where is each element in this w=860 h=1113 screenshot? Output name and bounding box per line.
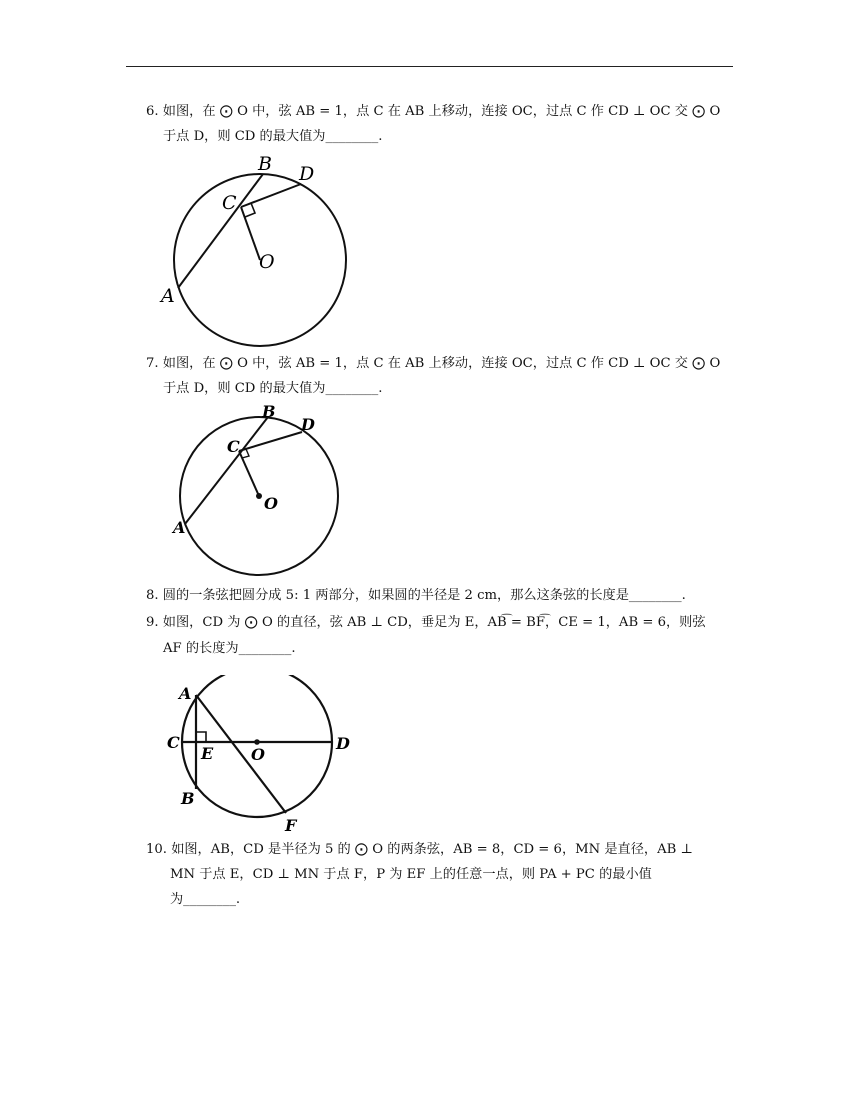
label-d: D (336, 734, 350, 753)
question-8-number: 8. (146, 588, 159, 603)
question-7-text-1: 如图，在 ⨀ O 中，弦 AB = 1，点 C 在 AB 上移动，连接 OC，过点 C 作 CD ⊥ OC 交 ⨀ O (162, 356, 721, 371)
label-c: C (222, 192, 237, 214)
question-10-line-1 (146, 841, 693, 859)
label-a: A (179, 684, 192, 703)
label-o: O (264, 494, 278, 513)
question-9-number: 9. (146, 615, 159, 630)
label-a: A (161, 285, 175, 307)
question-8-line-1 (146, 587, 686, 605)
question-7-number: 7. (146, 356, 159, 371)
header-rule (126, 66, 733, 67)
question-6-text-1: 如图，在 ⨀ O 中，弦 AB = 1，点 C 在 AB 上移动，连接 OC，过点 C 作 CD ⊥ OC 交 ⨀ O (162, 104, 721, 119)
question-6-number: 6. (146, 104, 159, 119)
label-o: O (259, 251, 275, 273)
center-dot (256, 493, 262, 499)
question-6-line-2: 于点 D，则 CD 的最大值为________. (163, 129, 383, 144)
question-7-figure (168, 402, 353, 580)
question-10-line-3: 为________. (170, 892, 241, 907)
label-c: C (227, 437, 240, 456)
question-10-line-2: MN 于点 E，CD ⊥ MN 于点 F，P 为 EF 上的任意一点，则 PA + PC 的最小值 (170, 867, 652, 882)
label-o: O (251, 745, 265, 764)
label-e: E (201, 744, 214, 763)
question-9-figure (163, 675, 363, 840)
label-b: B (258, 153, 272, 175)
segment-cd (241, 184, 301, 207)
question-9-line-2: AF 的长度为________. (163, 641, 296, 656)
question-6-line-1 (146, 103, 720, 121)
question-7-line-1 (146, 355, 720, 373)
label-d: D (301, 415, 315, 434)
question-9-line-1 (146, 614, 706, 632)
label-b: B (262, 402, 276, 421)
question-10-text-1: 如图，AB，CD 是半径为 5 的 ⨀ O 的两条弦，AB = 8，CD = 6，MN 是直径，AB ⊥ (171, 842, 693, 857)
label-f: F (285, 816, 297, 835)
question-7-line-2: 于点 D，则 CD 的最大值为________. (163, 381, 383, 396)
label-b: B (181, 789, 195, 808)
right-angle-mark (196, 732, 206, 742)
question-9-text-1: 如图，CD 为 ⨀ O 的直径，弦 AB ⊥ CD，垂足为 E，AB͡ = BF͡，CE = 1，AB = 6，则弦 (162, 615, 706, 630)
question-8-text-1: 圆的一条弦把圆分成 5: 1 两部分，如果圆的半径是 2 cm，那么这条弦的长度是________. (162, 588, 686, 603)
label-a: A (173, 518, 186, 537)
question-10-number: 10. (146, 842, 167, 857)
chord-ab (185, 417, 268, 524)
question-6-figure (156, 150, 356, 350)
center-dot (254, 739, 260, 745)
label-c: C (167, 733, 180, 752)
label-d: D (299, 163, 315, 185)
